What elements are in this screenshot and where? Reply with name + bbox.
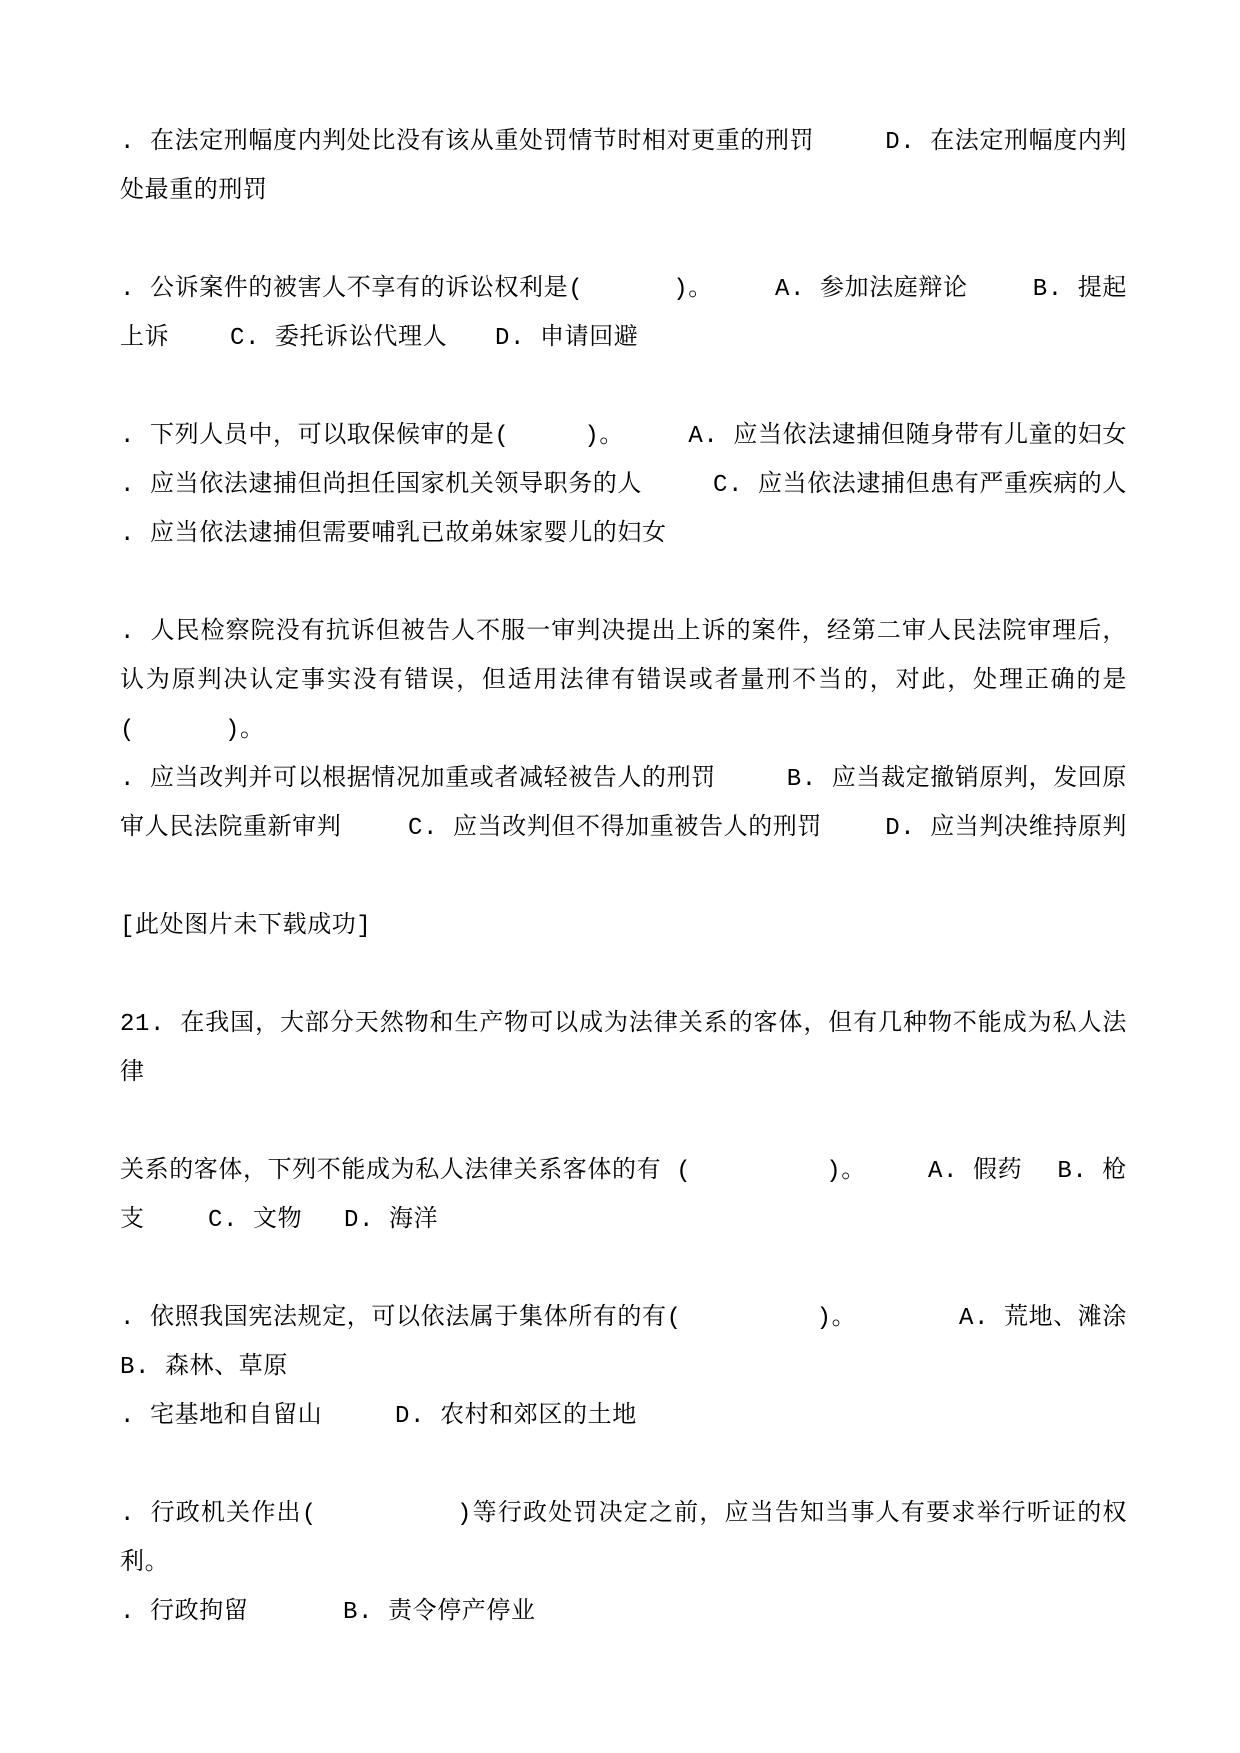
text-line: [120, 804, 1127, 853]
text-line: [120, 902, 1127, 951]
option-b-text-continued: 上诉: [120, 325, 170, 352]
option-b-text: . 应当依法逮捕但尚担任国家机关领导职务的人: [120, 472, 643, 499]
text-line: [120, 1147, 1127, 1196]
text-line: [120, 706, 1127, 755]
image-placeholder-note: [此处图片未下载成功]: [120, 913, 372, 940]
text-line: [120, 118, 1127, 167]
option-c-text: C. 委托诉讼代理人: [230, 325, 448, 352]
option-b-text: B. 责令停产停业: [343, 1599, 536, 1626]
text-line: [120, 1294, 1127, 1343]
text-line: [120, 608, 1127, 657]
question-block: [120, 265, 1127, 363]
option-c-text: C. 文物: [208, 1207, 303, 1234]
text-line: [120, 1588, 1127, 1637]
image-placeholder-block: [120, 902, 1127, 951]
question-stem-continued: 律: [120, 1060, 145, 1087]
question-stem: . 公诉案件的被害人不享有的诉讼权利是( )。: [120, 276, 713, 303]
question-stem: . 下列人员中，可以取保候审的是( )。: [120, 423, 625, 450]
option-c-text: C. 应当依法逮捕但患有严重疾病的人: [712, 472, 1127, 499]
page-content: [120, 118, 1127, 1637]
question-stem: 21. 在我国，大部分天然物和生产物可以成为法律关系的客体，但有几种物不能成为私人法: [120, 1011, 1127, 1038]
option-b-text-continued: 支: [120, 1207, 145, 1234]
option-c-text: . 在法定刑幅度内判处比没有该从重处罚情节时相对更重的刑罚: [120, 129, 815, 156]
option-b-text: B. 森林、草原: [120, 1354, 289, 1381]
text-line: [120, 1049, 1127, 1098]
text-line: [120, 412, 1127, 461]
option-a-text: A. 假药: [928, 1158, 1023, 1185]
option-a-text: A. 荒地、滩涂: [958, 1305, 1127, 1332]
option-b-text-continued: 审人民法院重新审判: [120, 815, 342, 842]
option-c-text: C. 应当改判但不得加重被告人的刑罚: [408, 815, 823, 842]
question-stem: . 人民检察院没有抗诉但被告人不服一审判决提出上诉的案件，经第二审人民法院审理后，: [120, 619, 1127, 646]
option-a-text: A. 应当依法逮捕但随身带有儿童的妇女: [688, 423, 1127, 450]
question-stem-continued: 关系的客体，下列不能成为私人法律关系客体的有 ( )。: [120, 1158, 866, 1185]
text-line: [120, 755, 1127, 804]
text-line: [120, 314, 1127, 363]
text-line: [120, 1490, 1127, 1539]
question-block: [120, 1490, 1127, 1637]
option-a-text: . 行政拘留: [120, 1599, 249, 1626]
text-line: [120, 657, 1127, 706]
question-block: [120, 1294, 1127, 1441]
option-a-text: . 应当改判并可以根据情况加重或者减轻被告人的刑罚: [120, 766, 716, 793]
question-block: [120, 1000, 1127, 1098]
option-d-text: D. 在法定刑幅度内判: [885, 129, 1127, 156]
question-block: [120, 412, 1127, 559]
option-a-text: A. 参加法庭辩论: [775, 276, 968, 303]
text-line: [120, 1392, 1127, 1441]
text-line: [120, 1539, 1127, 1588]
text-line: [120, 167, 1127, 216]
option-d-text: D. 农村和郊区的土地: [395, 1403, 637, 1430]
option-b-text: B. 枪: [1057, 1158, 1127, 1185]
question-stem-continued: 认为原判决认定事实没有错误，但适用法律有错误或者量刑不当的，对此，处理正确的是: [120, 668, 1127, 695]
question-block: [120, 118, 1127, 216]
text-line: [120, 1196, 1127, 1245]
option-b-text: B. 应当裁定撤销原判，发回原: [786, 766, 1127, 793]
option-d-text: . 应当依法逮捕但需要哺乳已故弟妹家婴儿的妇女: [120, 521, 667, 548]
question-stem: . 依照我国宪法规定，可以依法属于集体所有的有( )。: [120, 1305, 857, 1332]
option-b-text: B. 提起: [1032, 276, 1127, 303]
option-d-text: D. 应当判决维持原判: [885, 815, 1127, 842]
option-d-text: D. 申请回避: [495, 325, 639, 352]
text-line: [120, 1343, 1127, 1392]
question-stem: . 行政机关作出( )等行政处罚决定之前，应当告知当事人有要求举行听证的权: [120, 1501, 1127, 1528]
text-line: [120, 1000, 1127, 1049]
option-d-text: D. 海洋: [344, 1207, 439, 1234]
answer-blank: ( )。: [120, 717, 265, 744]
text-line: [120, 461, 1127, 510]
option-d-text-continued: 处最重的刑罚: [120, 178, 268, 205]
question-block: [120, 608, 1127, 853]
question-block: [120, 1147, 1127, 1245]
question-stem-continued: 利。: [120, 1550, 170, 1577]
option-c-text: . 宅基地和自留山: [120, 1403, 323, 1430]
text-line: [120, 510, 1127, 559]
text-line: [120, 265, 1127, 314]
